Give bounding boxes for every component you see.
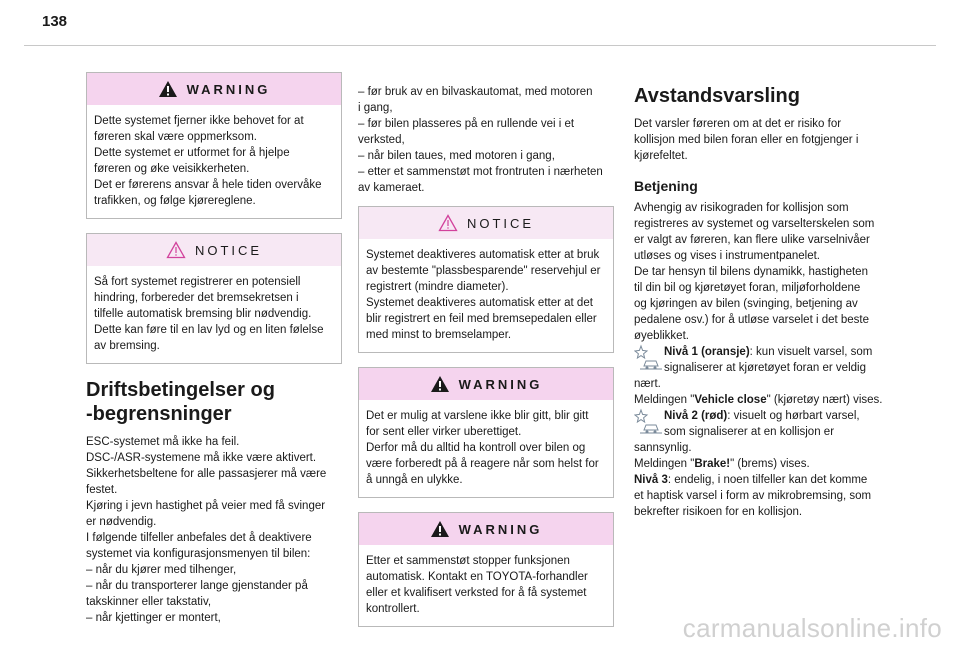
subheading: Betjening	[634, 178, 698, 194]
watermark: carmanualsonline.info	[682, 613, 942, 643]
message-prefix: Meldingen "	[634, 394, 695, 406]
text-line: – før bilen plasseres på en rullende vei i et	[358, 118, 575, 130]
text-line: Det er førerens ansvar å hele tiden overvåke	[94, 179, 322, 191]
warning-box-3	[358, 512, 614, 627]
text-line: trafikken, og følge kjørereglene.	[94, 195, 256, 207]
text-line: registrert (mindre diameter).	[366, 281, 509, 293]
level-1-text: : kun visuelt varsel, som	[749, 346, 873, 358]
text-line: hindring, forbereder det bremsekretsen i	[94, 292, 299, 304]
text-line: av kameraet.	[358, 182, 425, 194]
warning-box-2	[358, 367, 614, 498]
message-prefix: Meldingen "	[634, 458, 695, 470]
text-line: – når kjettinger er montert,	[86, 612, 221, 624]
warning-triangle-icon	[430, 375, 450, 393]
text-line: eller et kvalifisert verksted for å få systemet	[366, 587, 587, 599]
message-brake: Brake!	[694, 458, 731, 470]
notice-text	[359, 239, 613, 352]
level-2-message	[634, 456, 884, 472]
text-line: øyeblikket.	[634, 330, 689, 342]
warning-text	[359, 400, 613, 497]
text-line: av bremsing.	[94, 340, 160, 352]
warning-text	[87, 105, 341, 218]
warning-box-header	[359, 368, 613, 400]
notice-triangle-icon	[438, 214, 458, 232]
text-line: Det varsler føreren om at det er risiko for	[634, 118, 842, 130]
text-line: Avhengig av risikograden for kollisjon som	[634, 202, 849, 214]
section-title-line-2: -begrensninger	[86, 403, 232, 425]
text-line: De tar hensyn til bilens dynamikk, hastigheten	[634, 266, 868, 278]
text-line: som signaliserer at en kollisjon er	[664, 426, 835, 438]
message-suffix: " (kjøretøy nært) vises.	[766, 394, 883, 406]
notice-box-header	[87, 234, 341, 266]
text-line: blir registrert en feil med bremsepedalen eller	[366, 313, 597, 325]
warning-text	[359, 545, 613, 626]
intro-list	[358, 84, 614, 196]
text-line: – før bruk av en bilvaskautomat, med motoren	[358, 86, 593, 98]
warning-heading: WARNING	[458, 521, 543, 537]
level-1-message	[634, 392, 884, 408]
text-line: signaliserer at kjøretøyet foran er veldig	[664, 362, 866, 374]
text-line: sannsynlig.	[634, 442, 692, 454]
warning-triangle-icon	[430, 520, 450, 538]
text-line: I følgende tilfeller anbefales det å deaktivere	[86, 532, 312, 544]
text-line: systemet via konfigurasjonsmenyen til bilen:	[86, 548, 311, 560]
column-1	[86, 72, 342, 626]
text-line: er nødvendig.	[86, 516, 157, 528]
text-line: Så fort systemet registrerer en potensiell	[94, 276, 301, 288]
text-line: registreres av systemet og varselterskelen som	[634, 218, 875, 230]
text-line: og kjøringen av bilen (svinging, betjening av	[634, 298, 858, 310]
intro-text	[634, 116, 884, 164]
notice-triangle-icon	[166, 241, 186, 259]
text-line: være forberedt på å reagere når som helst for	[366, 458, 599, 470]
column-3	[634, 74, 884, 520]
section-title: Avstandsvarsling	[634, 85, 800, 107]
text-line: å unngå en ulykke.	[366, 474, 463, 486]
notice-text	[87, 266, 341, 363]
warning-box-1	[86, 72, 342, 219]
collision-alert-icon	[634, 408, 664, 440]
warning-box-header	[359, 513, 613, 545]
warning-heading: WARNING	[186, 81, 271, 97]
text-line: bekrefter risikoen for en kollisjon.	[634, 506, 803, 518]
text-line: – etter et sammenstøt mot frontruten i nærheten	[358, 166, 603, 178]
text-line: til din bil og kjøretøyet foran, miljøforholdene	[634, 282, 861, 294]
notice-heading: NOTICE	[194, 242, 263, 258]
text-line: nært.	[634, 378, 661, 390]
column-2	[358, 84, 614, 641]
text-line: utløses og vises i instrumentpanelet.	[634, 250, 821, 262]
level-2-label: Nivå 2 (rød)	[664, 410, 728, 422]
warning-triangle-icon	[158, 80, 178, 98]
warning-box-header	[87, 73, 341, 105]
text-line: pedalene osv.) for å utløse varselet i det beste	[634, 314, 870, 326]
text-line: føreren skal være oppmerksom.	[94, 131, 257, 143]
level-1-row	[634, 344, 884, 376]
text-line: verksted,	[358, 134, 405, 146]
text-line: kjørefeltet.	[634, 150, 688, 162]
text-line: – når du transporterer lange gjenstander på	[86, 580, 308, 592]
section-body	[86, 434, 342, 626]
warning-heading: WARNING	[458, 376, 543, 392]
text-line: føreren og øke veisikkerheten.	[94, 163, 250, 175]
level-2-text: : visuelt og hørbart varsel,	[727, 410, 860, 422]
message-vehicle-close: Vehicle close	[694, 394, 767, 406]
header-rule	[24, 45, 936, 46]
text-line: er valgt av føreren, kan flere ulike varselnivåer	[634, 234, 870, 246]
text-line: Dette systemet fjerner ikke behovet for at	[94, 115, 304, 127]
section-title	[86, 378, 342, 426]
text-line: et haptisk varsel i form av mikrobremsing, som	[634, 490, 872, 502]
text-line: – når du kjører med tilhenger,	[86, 564, 237, 576]
text-line: kontrollert.	[366, 603, 420, 615]
text-line: – når bilen taues, med motoren i gang,	[358, 150, 555, 162]
text-line: av bestemte "plassbesparende" reservehjul er	[366, 265, 601, 277]
level-1-label: Nivå 1 (oransje)	[664, 346, 750, 358]
section-title-line-1: Driftsbetingelser og	[86, 379, 275, 401]
text-line: Dette systemet er utformet for å hjelpe	[94, 147, 290, 159]
level-3-label: Nivå 3	[634, 474, 668, 486]
notice-heading: NOTICE	[466, 215, 535, 231]
text-line: tilfelle automatisk bremsing blir nødvendig.	[94, 308, 312, 320]
text-line: festet.	[86, 484, 118, 496]
text-line: i gang,	[358, 102, 393, 114]
level-2-row	[634, 408, 884, 440]
text-line: DSC-/ASR-systemene må ikke være aktivert.	[86, 452, 317, 464]
text-line: Etter et sammenstøt stopper funksjonen	[366, 555, 570, 567]
notice-box-header	[359, 207, 613, 239]
notice-box-2	[358, 206, 614, 353]
text-line: Det er mulig at varslene ikke blir gitt, blir gitt	[366, 410, 589, 422]
text-line: for sent eller virker uberettiget.	[366, 426, 522, 438]
notice-box-1	[86, 233, 342, 364]
message-suffix: " (brems) vises.	[730, 458, 810, 470]
level-3-text: : endelig, i noen tilfeller kan det komme	[667, 474, 868, 486]
text-line: med minst to bremselamper.	[366, 329, 512, 341]
text-line: ESC-systemet må ikke ha feil.	[86, 436, 240, 448]
text-line: Derfor må du alltid ha kontroll over bilen og	[366, 442, 586, 454]
text-line: Systemet deaktiveres automatisk etter at det	[366, 297, 593, 309]
text-line: Sikkerhetsbeltene for alle passasjerer må være	[86, 468, 327, 480]
collision-alert-icon	[634, 344, 664, 376]
level-3-row	[634, 472, 884, 488]
page-number: 138	[42, 13, 68, 30]
text-line: kollisjon med bilen foran eller en fotgjenger i	[634, 134, 859, 146]
text-line: takskinner eller takstativ,	[86, 596, 212, 608]
text-line: Systemet deaktiveres automatisk etter at bruk	[366, 249, 600, 261]
text-line: Dette kan føre til en lav lyd og en liten følelse	[94, 324, 324, 336]
text-line: automatisk. Kontakt en TOYOTA-forhandler	[366, 571, 588, 583]
operation-text	[634, 200, 884, 520]
text-line: Kjøring i jevn hastighet på veier med få svinger	[86, 500, 326, 512]
